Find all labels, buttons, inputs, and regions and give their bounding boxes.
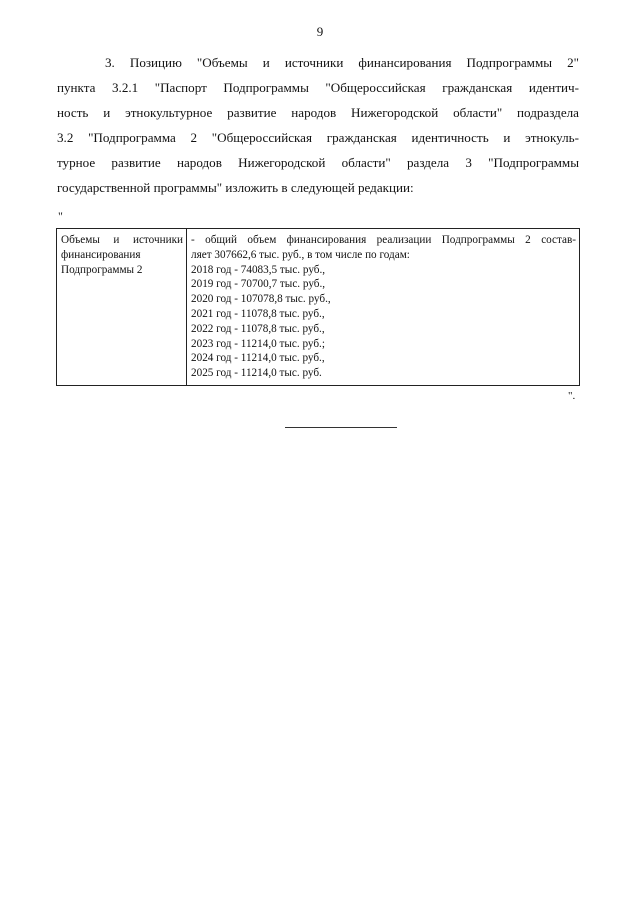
value-line: 2020 год - 107078,8 тыс. руб., bbox=[191, 293, 331, 306]
value-line: - общий объем финансирования реализации Подпрограммы 2 состав- bbox=[191, 234, 576, 246]
paragraph-line: пункта 3.2.1 "Паспорт Подпрограммы "Общероссийская гражданская идентич- bbox=[57, 80, 579, 95]
opening-quote-mark: " bbox=[58, 209, 63, 223]
paragraph-line: ность и этнокультурное развитие народов Нижегородской области" подраздела bbox=[57, 105, 579, 120]
value-line: 2019 год - 70700,7 тыс. руб., bbox=[191, 278, 326, 291]
closing-quote-mark: ". bbox=[568, 390, 576, 402]
paragraph-line: государственной программы" изложить в следующей редакции: bbox=[57, 180, 414, 195]
value-line: 2023 год - 11214,0 тыс. руб.; bbox=[191, 337, 325, 350]
value-line: 2022 год - 11078,8 тыс. руб., bbox=[191, 322, 325, 335]
funding-value-cell bbox=[187, 229, 580, 386]
paragraph-line: 3. Позицию "Объемы и источники финансирования Подпрограммы 2" bbox=[105, 55, 579, 70]
label-line: финансирования bbox=[61, 248, 141, 261]
funding-label-cell bbox=[57, 229, 187, 386]
value-line: 2021 год - 11078,8 тыс. руб., bbox=[191, 307, 325, 320]
footer-separator-line bbox=[285, 427, 397, 428]
funding-table bbox=[56, 228, 580, 386]
table-row bbox=[57, 229, 580, 386]
label-line: Подпрограммы 2 bbox=[61, 263, 143, 276]
value-line: 2018 год - 74083,5 тыс. руб., bbox=[191, 263, 326, 276]
amendment-paragraph bbox=[57, 50, 579, 200]
page-number: 9 bbox=[316, 24, 324, 39]
value-line: ляет 307662,6 тыс. руб., в том числе по годам: bbox=[191, 248, 410, 261]
label-line: Объемы и источники bbox=[61, 234, 183, 246]
paragraph-line: турное развитие народов Нижегородской области" раздела 3 "Подпрограммы bbox=[57, 155, 579, 170]
value-line: 2024 год - 11214,0 тыс. руб., bbox=[191, 352, 325, 365]
value-line: 2025 год - 11214,0 тыс. руб. bbox=[191, 367, 322, 380]
paragraph-line: 3.2 "Подпрограмма 2 "Общероссийская гражданская идентичность и этнокуль- bbox=[57, 130, 579, 145]
